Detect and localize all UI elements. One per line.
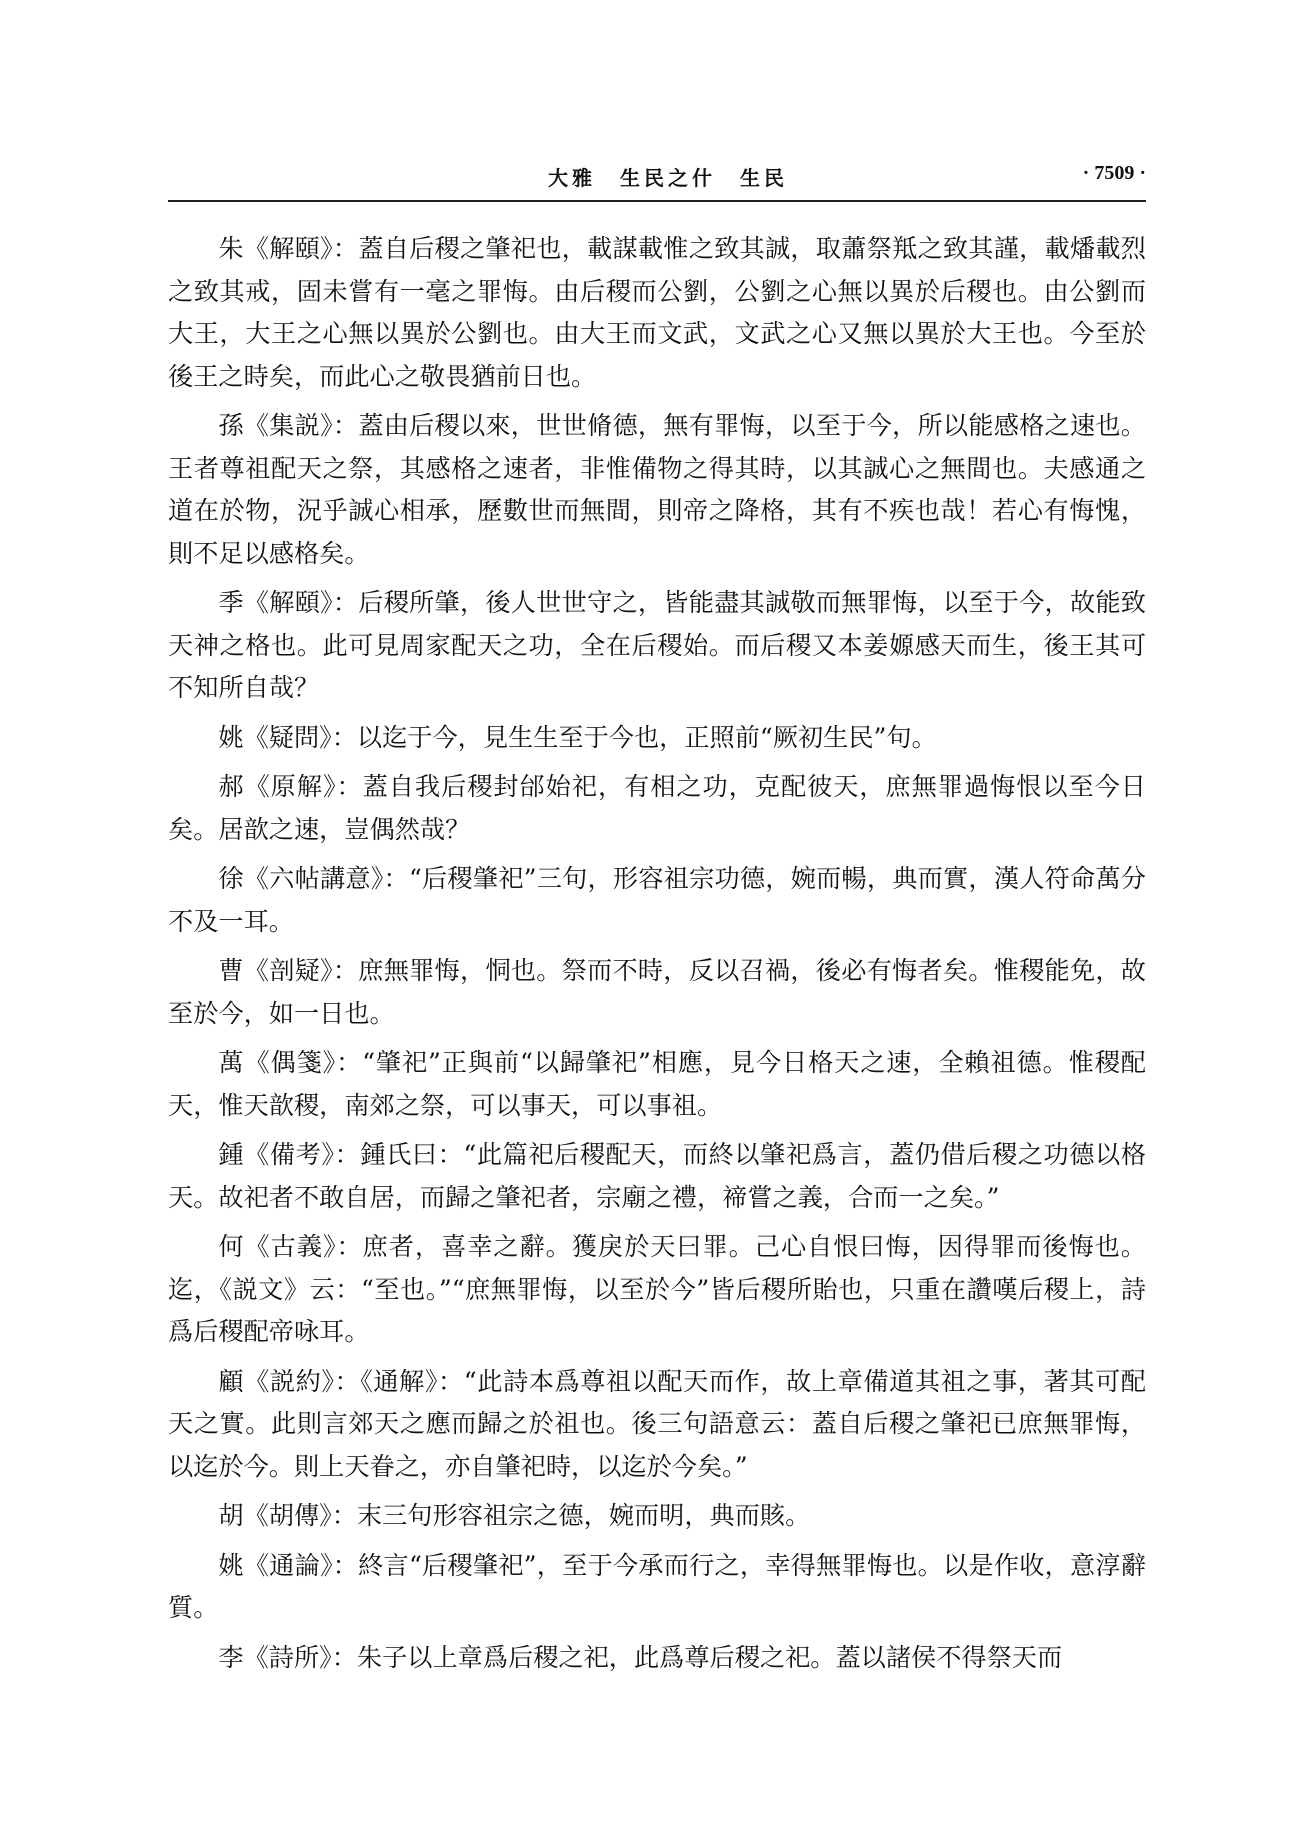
commentary-paragraph-sun: 孫《集説》：蓋由后稷以來，世世脩德，無有罪悔，以至于今，所以能感格之速也。王者尊祖配天之祭，其感格之速者，非惟備物之得其時，以其誠心之無間也。夫感通之道在於物，況乎誠心相承，歷數世而無間，則帝之降格，其有不疾也哉！若心有悔愧，則不足以感格矣。 (168, 411, 1146, 568)
commentary-paragraph-zhu: 朱《解頤》：蓋自后稷之肇祀也，載謀載惟之致其誠，取蕭祭羝之致其謹，載燔載烈之致其戒，固未嘗有一毫之罪悔。由后稷而公劉，公劉之心無以異於后稷也。由公劉而大王，大王之心無以異於公劉也。由大王而文武，文武之心又無以異於大王也。今至於後王之時矣，而此心之敬畏猶前日也。 (168, 234, 1146, 391)
commentary-paragraph-yao-yiwen: 姚《疑問》：以迄于今，見生生至于今也，正照前“厥初生民”句。 (218, 722, 937, 752)
commentary-paragraph-xu: 徐《六帖講意》：“后稷肇祀”三句，形容祖宗功德，婉而暢，典而實，漢人符命萬分不及一耳。 (168, 864, 1146, 936)
commentary-paragraph-zhong: 鍾《備考》：鍾氏曰：“此篇祀后稷配天，而終以肇祀爲言，蓋仍借后稷之功德以格天。故祀者不敢自居，而歸之肇祀者，宗廟之禮，禘嘗之義，合而一之矣。” (168, 1140, 1146, 1212)
commentary-paragraph-wan: 萬《偶箋》：“肇祀”正與前“以歸肇祀”相應，見今日格天之速，全賴祖德。惟稷配天，惟天歆稷，南郊之祭，可以事天，可以事祖。 (168, 1048, 1146, 1120)
commentary-paragraph-yao-tonglun: 姚《通論》：終言“后稷肇祀”，至于今承而行之，幸得無罪悔也。以是作收，意淳辭質。 (168, 1550, 1146, 1622)
page-number: · 7509 · (1082, 162, 1146, 184)
commentary-paragraph-li: 李《詩所》：朱子以上章爲后稷之祀，此爲尊后稷之祀。蓋以諸侯不得祭天而 (218, 1642, 1063, 1672)
header-rule (168, 200, 1146, 202)
commentary-paragraph-hu: 胡《胡傳》：末三句形容祖宗之德，婉而明，典而賅。 (218, 1501, 811, 1530)
commentary-paragraph-cao: 曹《剖疑》：庶無罪悔，恫也。祭而不時，反以召禍，後必有悔者矣。惟稷能免，故至於今，如一日也。 (168, 956, 1146, 1028)
running-header (168, 158, 1146, 198)
commentary-paragraph-hao: 郝《原解》：蓋自我后稷封邰始祀，有相之功，克配彼天，庶無罪過悔恨以至今日矣。居歆之速，豈偶然哉？ (168, 772, 1146, 844)
commentary-body (168, 228, 1146, 1686)
header-title: 大雅 生民之什 生民 (548, 166, 788, 190)
commentary-paragraph-ji: 季《解頤》：后稷所肇，後人世世守之，皆能盡其誠敬而無罪悔，以至于今，故能致天神之格也。此可見周家配天之功，全在后稷始。而后稷又本姜嫄感天而生，後王其可不知所自哉？ (168, 588, 1146, 702)
commentary-paragraph-he: 何《古義》：庶者，喜幸之辭。獲戾於天曰罪。己心自恨曰悔，因得罪而後悔也。迄，《説文》云：“至也。”“庶無罪悔，以至於今”皆后稷所貽也，只重在讚嘆后稷上，詩爲后稷配帝咏耳。 (168, 1232, 1146, 1346)
commentary-paragraph-gu: 顧《説約》：《通解》：“此詩本爲尊祖以配天而作，故上章備道其祖之事，著其可配天之實。此則言郊天之應而歸之於祖也。後三句語意云：蓋自后稷之肇祀已庶無罪悔，以迄於今。則上天眷之，亦自肇祀時，以迄於今矣。” (168, 1366, 1146, 1481)
